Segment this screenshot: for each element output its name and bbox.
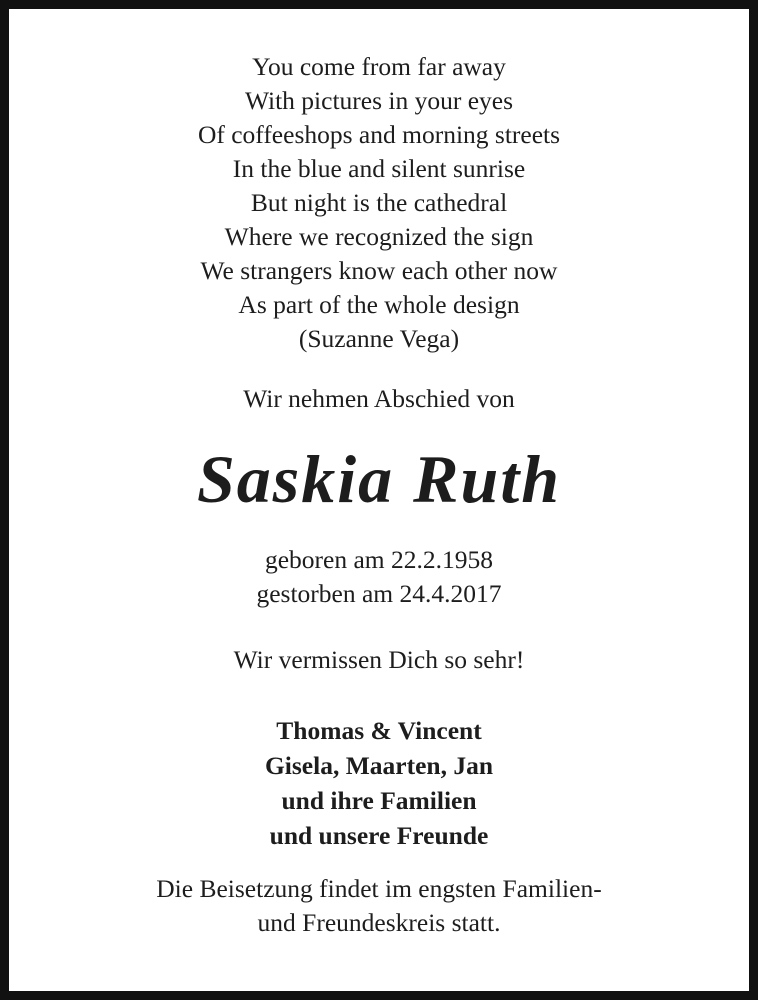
deceased-name: Saskia Ruth (196, 441, 562, 517)
missing-message: Wir vermissen Dich so sehr! (233, 645, 525, 674)
life-dates (9, 543, 749, 611)
poem-line: As part of the whole design (238, 290, 520, 319)
death-date: gestorben am 24.4.2017 (256, 579, 502, 608)
poem-line: But night is the cathedral (250, 188, 508, 217)
poem-block (9, 50, 749, 356)
poem-attribution: (Suzanne Vega) (298, 324, 460, 353)
mourner-line: Thomas & Vincent (276, 716, 482, 745)
obituary-content (9, 9, 749, 991)
funeral-note-line: und Freundeskreis statt. (257, 908, 501, 937)
funeral-note-line: Die Beisetzung findet im engsten Familien- (156, 874, 602, 903)
poem-line: With pictures in your eyes (244, 86, 514, 115)
mourners-list (9, 713, 749, 853)
mourner-line: Gisela, Maarten, Jan (264, 751, 494, 780)
poem-line: In the blue and silent sunrise (232, 154, 526, 183)
poem-line: You come from far away (252, 52, 506, 81)
poem-line: Of coffeeshops and morning streets (197, 120, 561, 149)
funeral-note (9, 872, 749, 940)
mourner-line: und unsere Freunde (269, 821, 489, 850)
poem-line: Where we recognized the sign (224, 222, 534, 251)
birth-date: geboren am 22.2.1958 (264, 545, 494, 574)
poem-line: We strangers know each other now (200, 256, 558, 285)
farewell-intro: Wir nehmen Abschied von (243, 384, 515, 413)
mourner-line: und ihre Familien (281, 786, 477, 815)
